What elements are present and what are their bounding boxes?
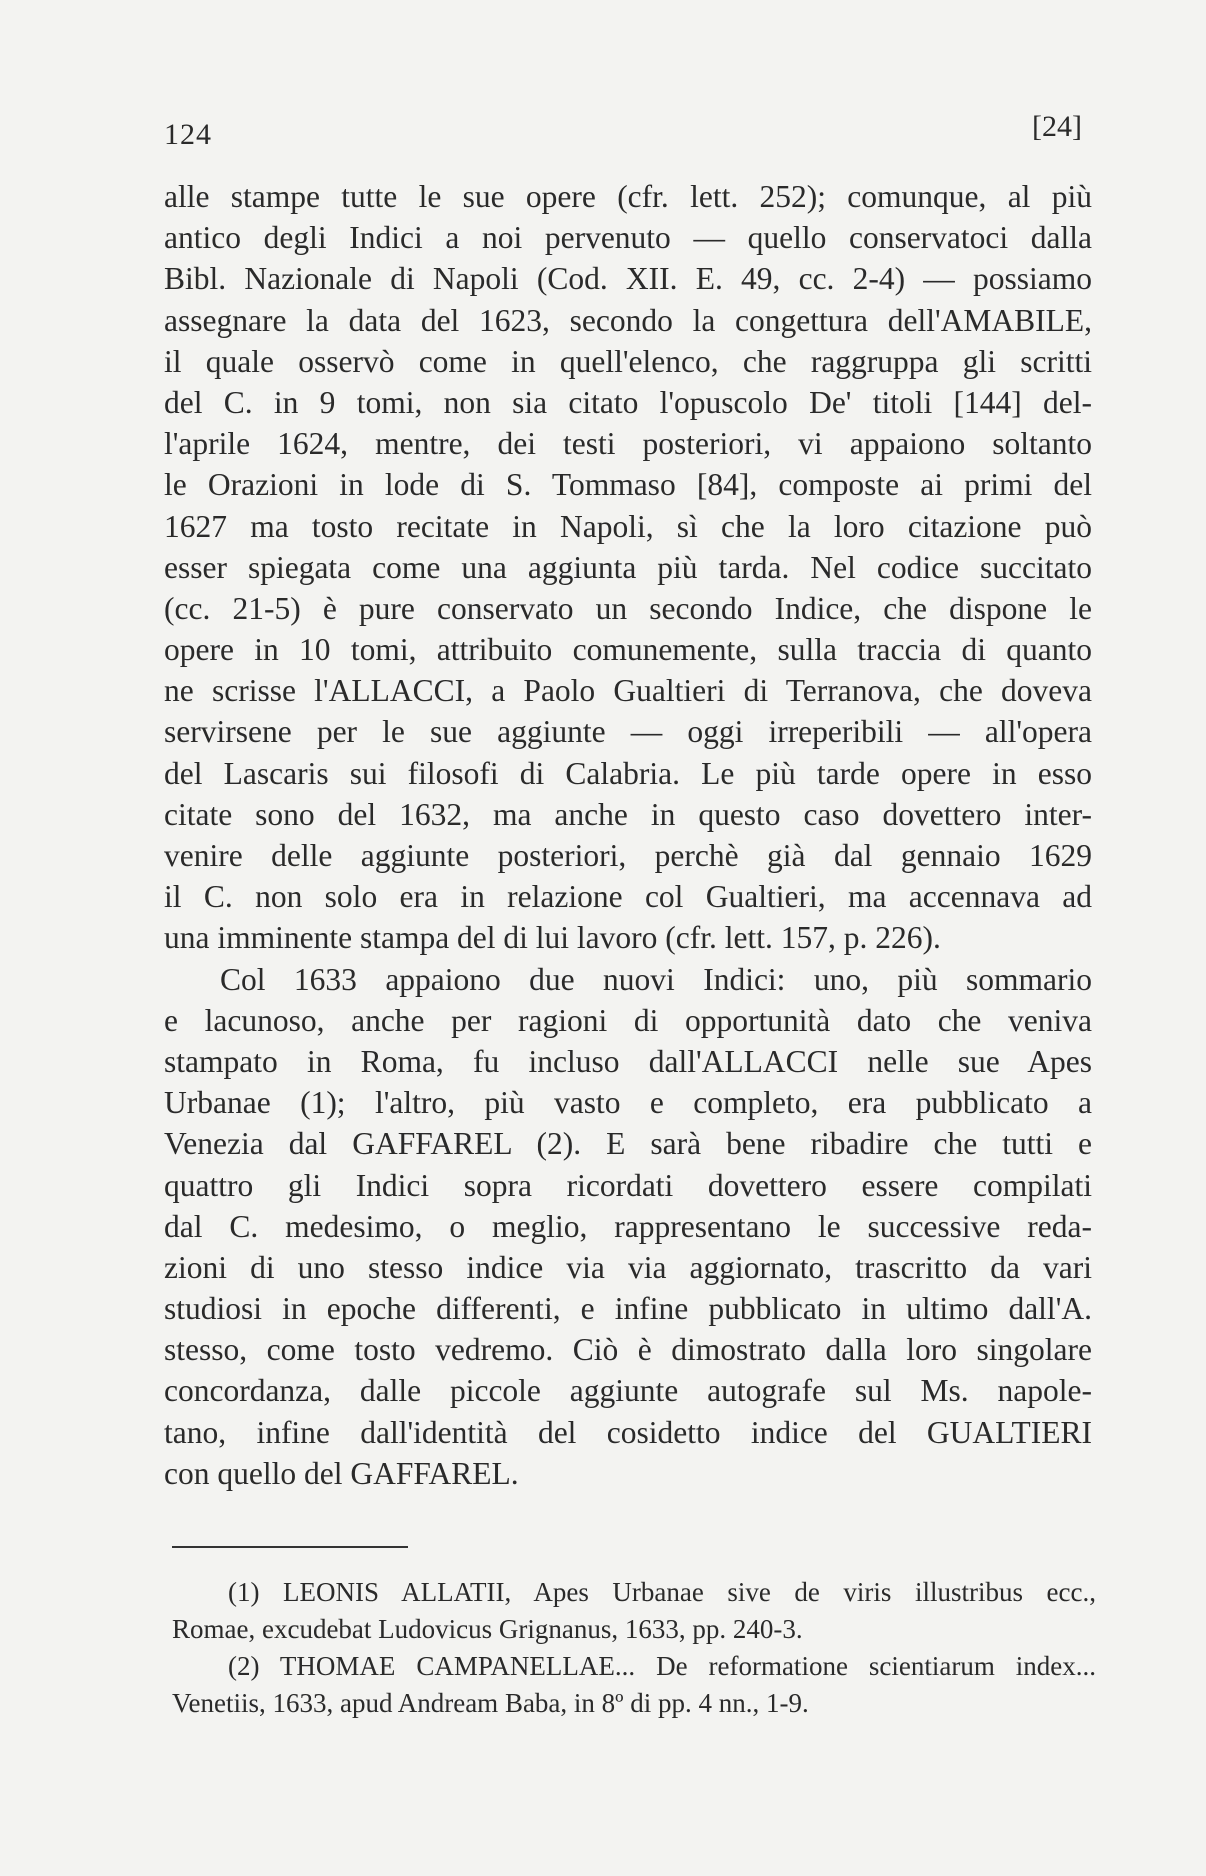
text-line: citate sono del 1632, ma anche in questo caso dovettero inter-: [164, 796, 1092, 832]
text-line: e lacunoso, anche per ragioni di opportunità dato che veniva: [164, 1002, 1092, 1038]
footnote-line: (1) LEONIS ALLATII, Apes Urbanae sive de viris illustribus ecc.,: [228, 1577, 1096, 1607]
section-number: [24]: [1032, 110, 1082, 143]
text-line: le Orazioni in lode di S. Tommaso [84], composte ai primi del: [164, 467, 1092, 503]
text-line: Venezia dal GAFFAREL (2). E sarà bene ribadire che tutti e: [164, 1126, 1092, 1162]
text-line: venire delle aggiunte posteriori, perchè già dal gennaio 1629: [164, 838, 1092, 873]
body-text: [164, 176, 1092, 1494]
text-line: del Lascaris sui filosofi di Calabria. Le più tarde opere in esso: [164, 755, 1092, 791]
text-line: opere in 10 tomi, attribuito comunemente, sulla traccia di quanto: [164, 632, 1092, 668]
text-line: stampato in Roma, fu incluso dall'ALLACCI nelle sue Apes: [164, 1043, 1092, 1079]
text-line: del C. in 9 tomi, non sia citato l'opuscolo De' titoli [144] del-: [164, 384, 1092, 420]
text-line: dal C. medesimo, o meglio, rappresentano le successive reda-: [164, 1208, 1092, 1244]
text-line: alle stampe tutte le sue opere (cfr. lett. 252); comunque, al più: [164, 179, 1092, 214]
text-line: tano, infine dall'identità del cosidetto indice del GUALTIERI: [164, 1414, 1092, 1450]
text-line: con quello del GAFFAREL.: [164, 1455, 519, 1491]
text-line: servirsene per le sue aggiunte — oggi irreperibili — all'opera: [164, 714, 1092, 750]
text-line: il C. non solo era in relazione col Gualtieri, ma accennava ad: [164, 879, 1092, 915]
page-number: 124: [164, 118, 212, 151]
footnote-line: Romae, excudebat Ludovicus Grignanus, 1633, pp. 240-3.: [172, 1614, 803, 1644]
footnote-divider: [172, 1546, 408, 1548]
text-line: ne scrisse l'ALLACCI, a Paolo Gualtieri di Terranova, che doveva: [164, 673, 1092, 709]
text-line: studiosi in epoche differenti, e infine pubblicato in ultimo dall'A.: [164, 1291, 1092, 1327]
footnote-line: Venetiis, 1633, apud Andream Baba, in 8º di pp. 4 nn., 1-9.: [172, 1688, 809, 1718]
text-line: antico degli Indici a noi pervenuto — quello conservatoci dalla: [164, 220, 1092, 256]
text-line: 1627 ma tosto recitate in Napoli, sì che la loro citazione può: [164, 508, 1092, 544]
text-line: Col 1633 appaiono due nuovi Indici: uno, più sommario: [220, 961, 1092, 997]
text-line: esser spiegata come una aggiunta più tarda. Nel codice succitato: [164, 549, 1092, 585]
text-line: zioni di uno stesso indice via via aggiornato, trascritto da vari: [164, 1249, 1092, 1285]
text-line: assegnare la data del 1623, secondo la congettura dell'AMABILE,: [164, 302, 1092, 338]
footnote-line: (2) THOMAE CAMPANELLAE... De reformatione scientiarum index...: [228, 1651, 1096, 1681]
text-line: il quale osservò come in quell'elenco, che raggruppa gli scritti: [164, 343, 1092, 379]
text-line: stesso, come tosto vedremo. Ciò è dimostrato dalla loro singolare: [164, 1332, 1092, 1368]
page-header: [164, 110, 1082, 158]
text-line: l'aprile 1624, mentre, dei testi posteriori, vi appaiono soltanto: [164, 426, 1092, 462]
text-line: quattro gli Indici sopra ricordati dovettero essere compilati: [164, 1167, 1092, 1203]
text-line: Bibl. Nazionale di Napoli (Cod. XII. E. 49, cc. 2-4) — possiamo: [164, 261, 1092, 297]
text-line: (cc. 21-5) è pure conservato un secondo Indice, che dispone le: [164, 590, 1092, 626]
text-line: una imminente stampa del di lui lavoro (cfr. lett. 157, p. 226).: [164, 920, 941, 956]
text-line: concordanza, dalle piccole aggiunte autografe sul Ms. napole-: [164, 1373, 1092, 1409]
footnotes: [172, 1574, 1096, 1722]
text-line: Urbanae (1); l'altro, più vasto e completo, era pubblicato a: [164, 1085, 1092, 1121]
